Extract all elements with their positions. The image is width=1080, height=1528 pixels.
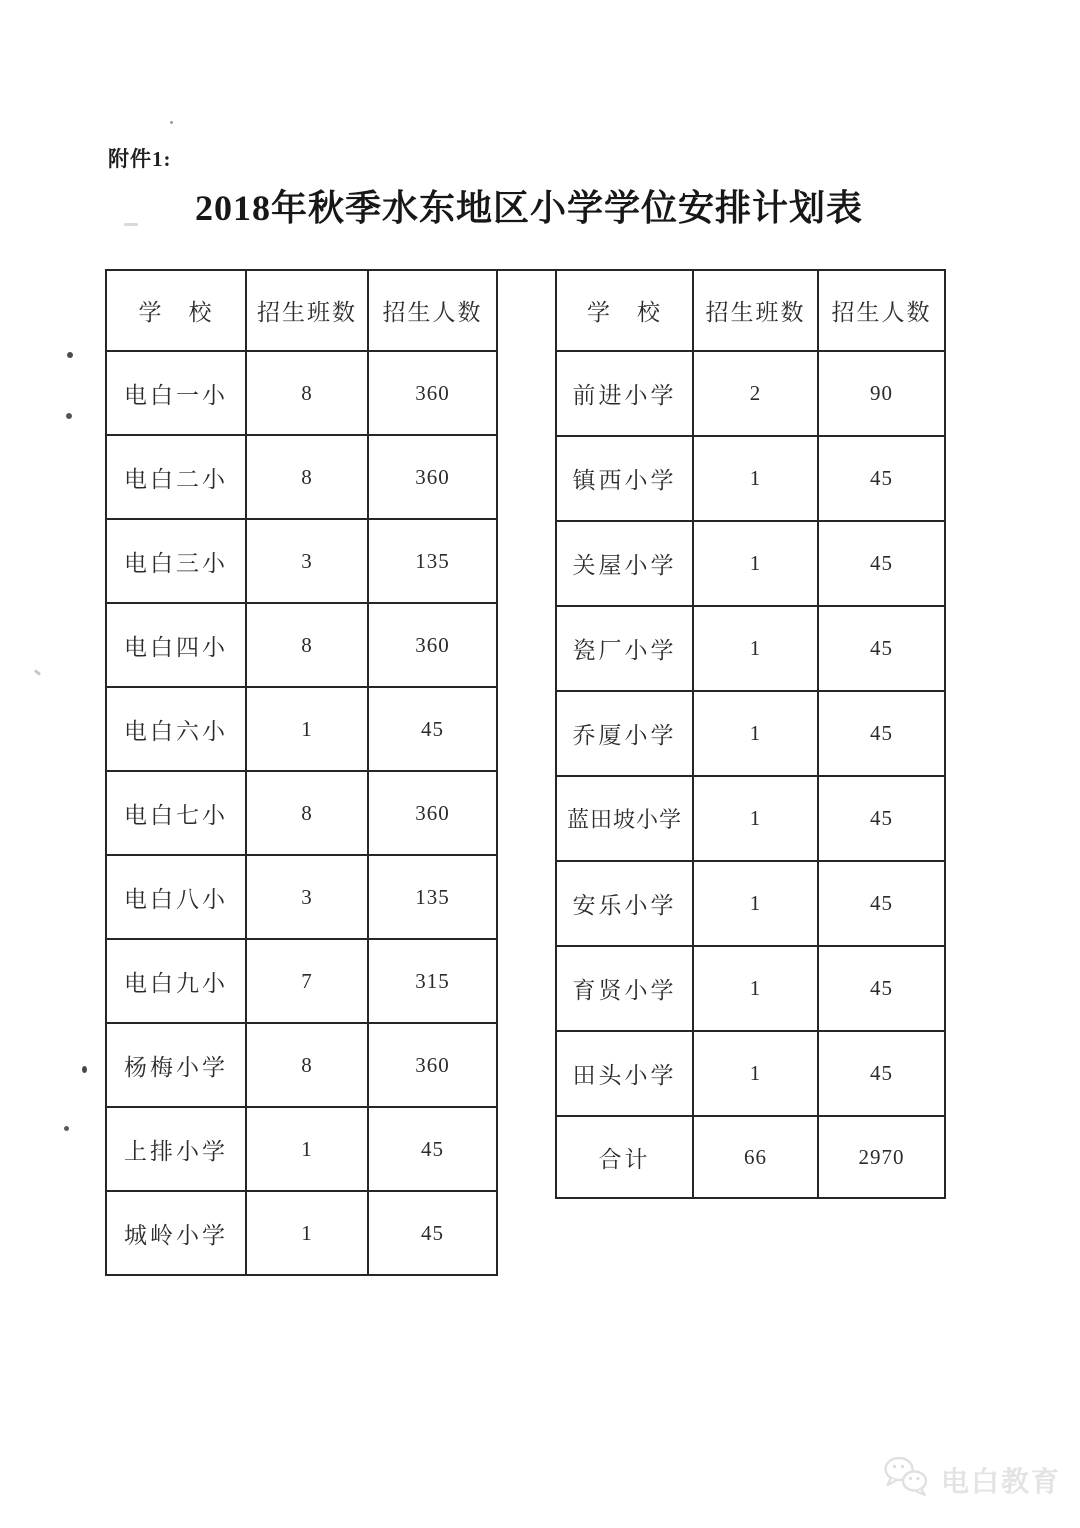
student-count-cell: 45 (818, 436, 945, 521)
class-count-cell: 1 (693, 691, 818, 776)
class-count-cell: 1 (693, 436, 818, 521)
school-name-cell: 电白二小 (106, 435, 246, 519)
total-student-count-cell: 2970 (818, 1116, 945, 1198)
school-name-cell: 电白一小 (106, 351, 246, 435)
total-class-count-cell: 66 (693, 1116, 818, 1198)
student-count-cell: 135 (368, 855, 497, 939)
column-header-students: 招生人数 (368, 270, 497, 351)
watermark (882, 1455, 1061, 1504)
scan-noise-dot (170, 121, 173, 124)
total-label-cell: 合计 (556, 1116, 693, 1198)
table-row (106, 939, 497, 1023)
watermark-text: 电白教育 (941, 1465, 1062, 1497)
class-count-cell: 3 (246, 855, 368, 939)
table-row (556, 351, 945, 436)
class-count-cell: 1 (246, 687, 368, 771)
school-name-cell: 电白八小 (106, 855, 246, 939)
student-count-cell: 45 (368, 1191, 497, 1275)
class-count-cell: 8 (246, 603, 368, 687)
student-count-cell: 45 (818, 691, 945, 776)
table-row (556, 691, 945, 776)
class-count-cell: 1 (693, 776, 818, 861)
student-count-cell: 315 (368, 939, 497, 1023)
school-name-cell: 电白九小 (106, 939, 246, 1023)
left-school-table (105, 269, 498, 1276)
school-name-cell: 电白七小 (106, 771, 246, 855)
student-count-cell: 45 (368, 1107, 497, 1191)
table-row (106, 519, 497, 603)
column-header-classes: 招生班数 (246, 270, 368, 351)
student-count-cell: 45 (818, 521, 945, 606)
column-header-students: 招生人数 (818, 270, 945, 351)
class-count-cell: 1 (693, 946, 818, 1031)
student-count-cell: 45 (818, 861, 945, 946)
table-row (556, 946, 945, 1031)
class-count-cell: 1 (246, 1107, 368, 1191)
table-row (556, 521, 945, 606)
column-header-school: 学 校 (106, 270, 246, 351)
school-name-cell: 城岭小学 (106, 1191, 246, 1275)
class-count-cell: 1 (246, 1191, 368, 1275)
school-name-cell: 电白四小 (106, 603, 246, 687)
class-count-cell: 1 (693, 606, 818, 691)
table-row (106, 1191, 497, 1275)
table-top-connector-line (494, 269, 557, 271)
table-row (106, 1107, 497, 1191)
school-name-cell: 蓝田坡小学 (556, 776, 693, 861)
class-count-cell: 8 (246, 1023, 368, 1107)
student-count-cell: 45 (818, 776, 945, 861)
table-row (556, 776, 945, 861)
table-row (556, 861, 945, 946)
school-name-cell: 杨梅小学 (106, 1023, 246, 1107)
header-row (556, 270, 945, 351)
scan-noise-dot (67, 352, 73, 358)
class-count-cell: 2 (693, 351, 818, 436)
scan-noise-dot (66, 413, 72, 419)
attachment-label: 附件1: (108, 147, 172, 171)
student-count-cell: 90 (818, 351, 945, 436)
school-name-cell: 育贤小学 (556, 946, 693, 1031)
student-count-cell: 45 (818, 946, 945, 1031)
table-row (556, 606, 945, 691)
class-count-cell: 8 (246, 771, 368, 855)
school-name-cell: 田头小学 (556, 1031, 693, 1116)
student-count-cell: 45 (818, 1031, 945, 1116)
column-header-classes: 招生班数 (693, 270, 818, 351)
header-row (106, 270, 497, 351)
school-name-cell: 安乐小学 (556, 861, 693, 946)
table-row (106, 687, 497, 771)
table-row (556, 436, 945, 521)
class-count-cell: 7 (246, 939, 368, 1023)
class-count-cell: 8 (246, 351, 368, 435)
scan-noise-dot (82, 1066, 87, 1073)
school-name-cell: 关屋小学 (556, 521, 693, 606)
table-row (106, 435, 497, 519)
student-count-cell: 45 (368, 687, 497, 771)
class-count-cell: 1 (693, 1031, 818, 1116)
student-count-cell: 360 (368, 603, 497, 687)
student-count-cell: 360 (368, 771, 497, 855)
scan-noise-mark (34, 669, 41, 676)
class-count-cell: 1 (693, 861, 818, 946)
scan-noise-dot (64, 1126, 69, 1131)
column-header-school: 学 校 (556, 270, 693, 351)
student-count-cell: 360 (368, 1023, 497, 1107)
student-count-cell: 360 (368, 351, 497, 435)
total-row (556, 1116, 945, 1198)
table-row (106, 855, 497, 939)
school-name-cell: 前进小学 (556, 351, 693, 436)
right-school-table (555, 269, 946, 1199)
scan-noise-mark (124, 223, 138, 226)
class-count-cell: 1 (693, 521, 818, 606)
school-name-cell: 乔厦小学 (556, 691, 693, 776)
table-row (106, 351, 497, 435)
table-row (106, 771, 497, 855)
student-count-cell: 360 (368, 435, 497, 519)
class-count-cell: 3 (246, 519, 368, 603)
school-name-cell: 电白三小 (106, 519, 246, 603)
school-name-cell: 镇西小学 (556, 436, 693, 521)
table-row (556, 1031, 945, 1116)
school-name-cell: 上排小学 (106, 1107, 246, 1191)
class-count-cell: 8 (246, 435, 368, 519)
page-title: 2018年秋季水东地区小学学位安排计划表 (194, 188, 863, 228)
table-row (106, 1023, 497, 1107)
school-name-cell: 瓷厂小学 (556, 606, 693, 691)
table-row (106, 603, 497, 687)
student-count-cell: 45 (818, 606, 945, 691)
school-name-cell: 电白六小 (106, 687, 246, 771)
wechat-icon (882, 1455, 932, 1504)
student-count-cell: 135 (368, 519, 497, 603)
